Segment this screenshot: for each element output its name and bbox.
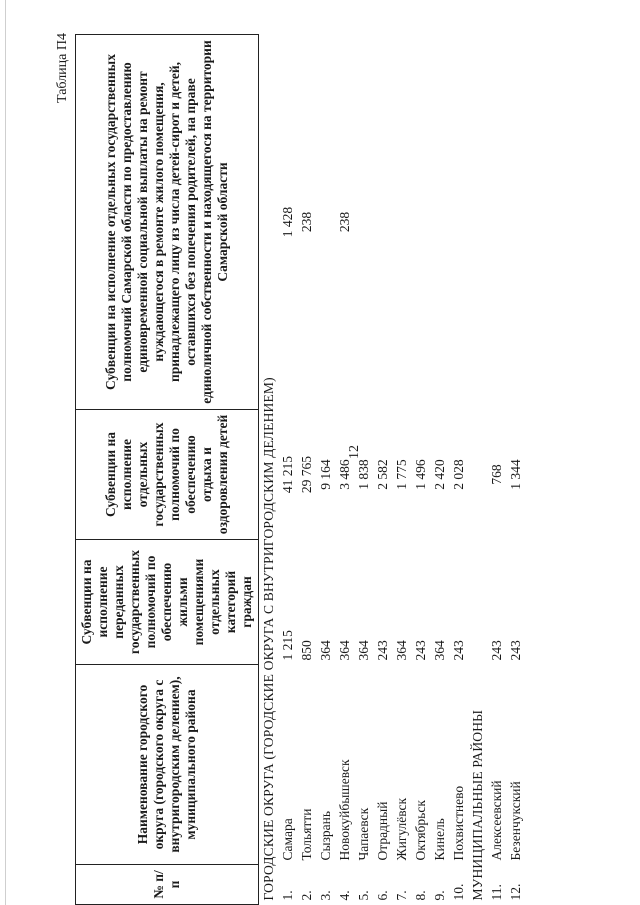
row-value-col3 — [411, 35, 430, 410]
section-row — [259, 35, 279, 905]
row-value-col1: 364 — [432, 640, 447, 661]
header-col1: Субвенции на исполнение переданных государственных полномочий по обеспечению жильми помещениями отдельных категорий граждан — [76, 540, 259, 665]
row-value-col2: 1 496 — [413, 459, 428, 490]
row-name: Самара — [280, 818, 295, 861]
header-num: № п/п — [76, 865, 259, 905]
table-row — [335, 35, 354, 905]
row-value-col1: 850 — [299, 640, 314, 661]
row-value-col1: 364 — [356, 640, 371, 661]
row-value-col3 — [392, 35, 411, 410]
row-value-col2: 768 — [489, 464, 504, 485]
row-name: Чапаевск — [356, 807, 371, 861]
row-name: Алексеевский — [489, 780, 504, 861]
table-header-row — [76, 35, 259, 905]
row-value-col2: 1 838 — [356, 459, 371, 490]
row-name: Похвистнево — [451, 785, 466, 861]
row-number: 6. — [375, 890, 390, 901]
table-row — [392, 35, 411, 905]
row-value-col2: 2 028 — [451, 459, 466, 490]
row-name: Тольятти — [299, 808, 314, 861]
row-value-col3 — [354, 35, 373, 410]
row-value-col2: 1 775 — [394, 459, 409, 490]
table-caption: Таблица П4 — [55, 33, 70, 103]
row-name: Кинель — [432, 818, 447, 861]
row-value-col2: 9 164 — [318, 459, 333, 490]
row-value-col1: 364 — [337, 640, 352, 661]
row-value-col3 — [316, 35, 335, 410]
table-row — [430, 35, 449, 905]
row-value-col1: 243 — [489, 640, 504, 661]
row-name: Сызрань — [318, 810, 333, 861]
row-name: Жигулёвск — [394, 797, 409, 861]
header-col2: Субвенции на исполнение отдельных государственных полномочий по обеспечению отдыха и оздоровления детей — [76, 410, 259, 540]
table-row — [373, 35, 392, 905]
section-row — [468, 35, 487, 905]
row-name: Октябрьск — [413, 800, 428, 861]
row-name: Безенчукский — [508, 781, 523, 861]
row-value-col1: 364 — [318, 640, 333, 661]
row-name: Новокуйбышевск — [337, 759, 352, 861]
row-value-col3 — [487, 35, 506, 410]
row-value-col2: 29 765 — [299, 455, 314, 494]
header-col3: Субвенции на исполнение отдельных государственных полномочий Самарской области по предоставлению единовременной социальной выплаты на ремонт нуждающегося в ремонте жилого помещения, принадлежащего лицу из числа детей-сирот и детей, оставшихся без попечения родителей, на праве единоличной собственности и находящегося на территории Самарской области — [76, 35, 259, 410]
table-row — [411, 35, 430, 905]
row-value-col2: 2 582 — [375, 459, 390, 490]
table-row — [297, 35, 316, 905]
row-value-col1: 243 — [451, 640, 466, 661]
row-value-col2: 41 215 — [280, 455, 295, 494]
table-row — [354, 35, 373, 905]
row-value-col3: 238 — [299, 211, 314, 233]
row-value-col3 — [449, 35, 468, 410]
row-value-col2: 1 344 — [508, 459, 523, 490]
header-name: Наименование городского округа (городского округа с внутригородским делением), муниципального района — [76, 665, 259, 865]
table-row — [449, 35, 468, 905]
subsidies-table — [75, 34, 525, 905]
row-value-col3 — [430, 35, 449, 410]
row-value-col3: 238 — [337, 211, 352, 233]
rotated-page — [35, 5, 595, 905]
table-row — [487, 35, 506, 905]
row-number: 5. — [356, 890, 371, 901]
section-title: ГОРОДСКИЕ ОКРУГА (ГОРОДСКИЕ ОКРУГА С ВНУТРИГОРОДСКИМ ДЕЛЕНИЕМ) — [261, 377, 276, 901]
row-value-col3 — [506, 35, 525, 410]
section-title: МУНИЦИПАЛЬНЫЕ РАЙОНЫ — [470, 709, 485, 901]
row-value-col2: 3 486 — [337, 459, 352, 490]
table-body — [259, 35, 526, 905]
table-row — [278, 35, 297, 905]
row-number: 10. — [451, 883, 466, 901]
row-number: 3. — [318, 890, 333, 901]
row-name: Отрадный — [375, 801, 390, 861]
row-number: 4. — [337, 890, 352, 901]
row-value-col1: 243 — [508, 640, 523, 661]
row-number: 9. — [432, 890, 447, 901]
page-number: 12 — [347, 445, 362, 459]
row-number: 1. — [280, 890, 295, 901]
row-value-col1: 364 — [394, 640, 409, 661]
row-value-col1: 243 — [375, 640, 390, 661]
row-value-col1: 243 — [413, 640, 428, 661]
row-number: 11. — [489, 884, 504, 901]
table-row — [316, 35, 335, 905]
row-value-col2: 2 420 — [432, 459, 447, 490]
row-number: 7. — [394, 890, 409, 901]
page-edge-line — [5, 0, 6, 905]
row-value-col3 — [373, 35, 392, 410]
row-number: 12. — [508, 883, 523, 901]
row-number: 2. — [299, 890, 314, 901]
row-number: 8. — [413, 890, 428, 901]
row-value-col3: 1 428 — [280, 206, 295, 238]
table-row — [506, 35, 525, 905]
row-value-col1: 1 215 — [280, 630, 295, 661]
